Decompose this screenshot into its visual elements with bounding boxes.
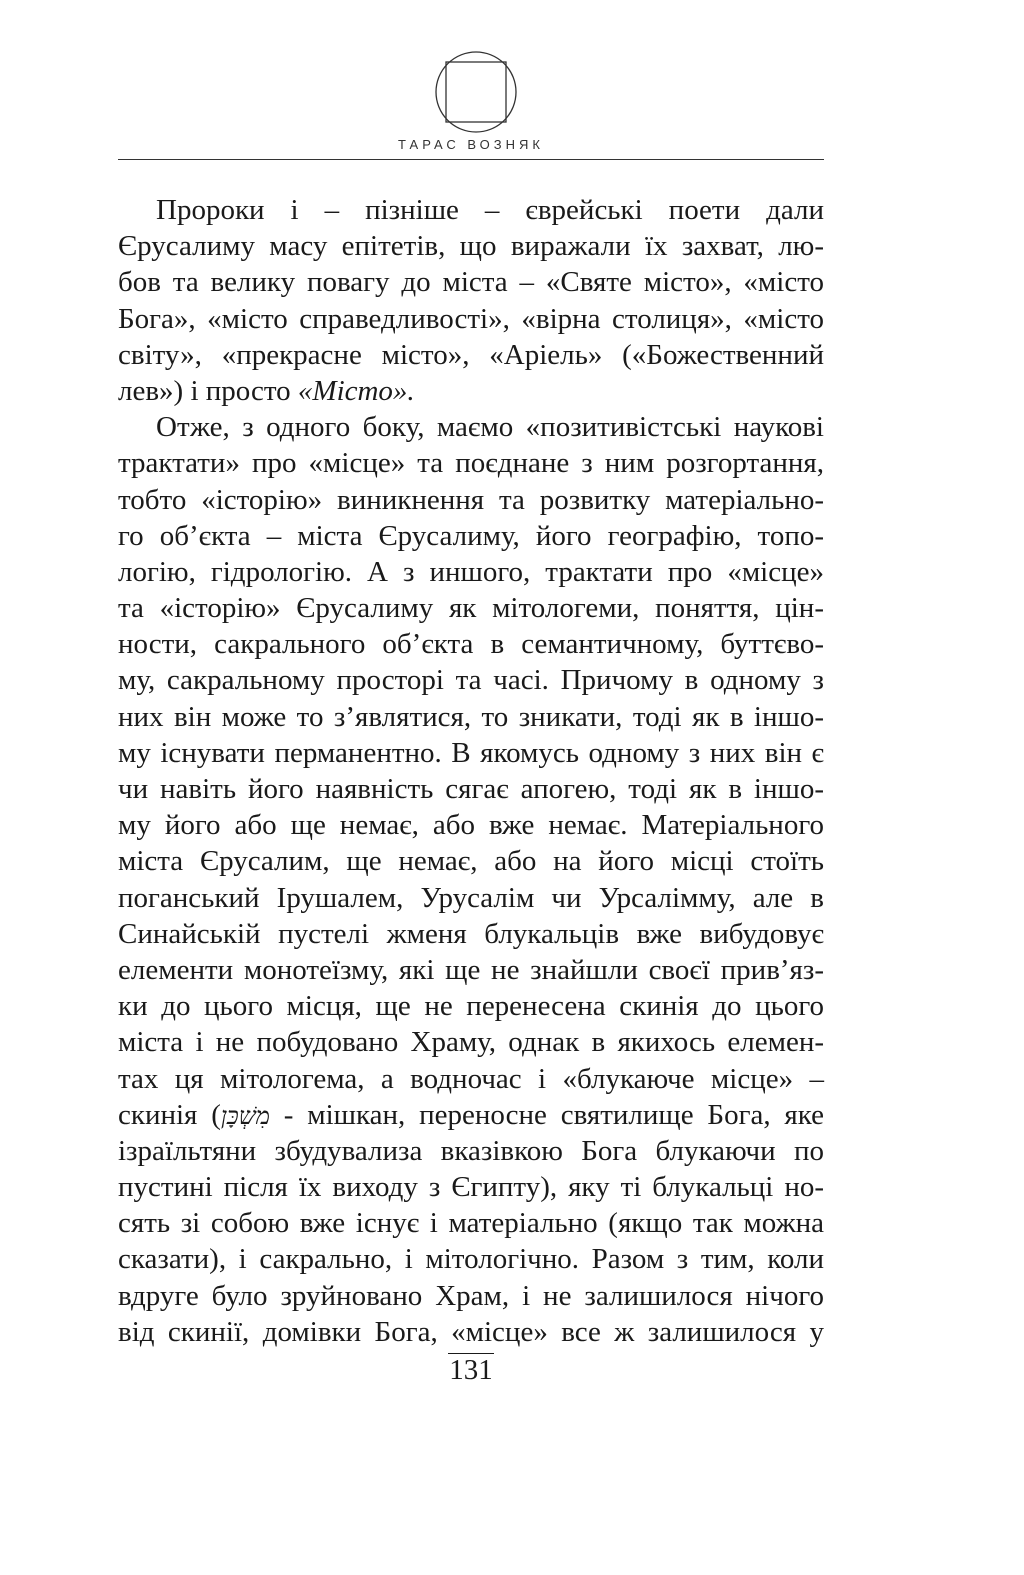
text-line: світу», «прекрасне місто», «Аріель» («Божественний [118,338,824,371]
text-line: трактати» про «місце» та поєднане з ним розгортання, [118,447,824,480]
text-line: бов та велику повагу до міста – «Святе місто», «місто [118,266,824,299]
text-line: міста Єрусалим, ще немає, або на його місці стоїть [118,845,824,878]
text-line: пустині після їх виходу з Єгипту), яку ті блукальці но- [118,1171,824,1204]
text-line: них він може то з’являтися, то зникати, тоді як в іншо- [118,700,824,733]
page-number: 131 [449,1354,493,1386]
text-line: го об’єкта – міста Єрусалиму, його географію, топо- [118,519,824,552]
text-line: сказати), і сакрально, і мітологічно. Разом з тим, коли [118,1243,824,1276]
text-line [118,373,824,409]
text-line: му його або ще немає, або вже немає. Матеріального [118,809,824,842]
circle-square-emblem-icon [432,48,520,136]
text-line: му, сакральному просторі та часі. Причому в одному з [118,664,824,697]
italic-emphasis: «Місто». [297,374,415,407]
header-rule [118,159,824,160]
text-line: ности, сакрального об’єкта в семантичному, буттєво- [118,628,824,661]
text-line: логію, гідрологію. А з иншого, трактати про «місце» [118,555,824,588]
text-line: тах ця мітологема, а водночас і «блукаюче місце» – [118,1062,824,1095]
text-line: Єрусалиму масу епітетів, що виражали їх захват, лю- [118,230,824,263]
text-line: поганський Ірушалем, Урусалім чи Урсалімму, але в [118,881,824,914]
text-line: ки до цього місця, ще не перенесена скинія до цього [118,990,824,1023]
text-fragment: - мішкан, переносне святилище Бога, яке [283,1098,824,1131]
text-fragment: скинія ( [118,1098,221,1131]
body-text [118,192,824,1350]
text-fragment: лев») і просто [118,374,291,407]
running-head-author: ТАРАС ВОЗНЯК [398,137,544,152]
text-line: тобто «історію» виникнення та розвитку матеріально- [118,483,824,516]
text-line: Пророки і – пізніше – єврейські поети дали [156,194,824,226]
text-line: Бога», «місто справедливості», «вірна столиця», «місто [118,302,824,335]
text-line [118,1097,824,1133]
text-line: ізраїльтяни збудувализа вказівкою Бога блукаючи по [118,1134,824,1167]
text-line: елементи монотеїзму, які ще не знайшли своєї прив’яз- [118,953,824,986]
text-line: міста і не побудовано Храму, однак в якихось елемен- [118,1026,824,1059]
text-line: вдруге було зруйновано Храм, і не залишилося нічого [118,1279,824,1312]
hebrew-word: מִשְׁכָּן [220,1101,270,1130]
text-line: Отже, з одного боку, маємо «позитивістські наукові [156,411,824,444]
text-line: та «історію» Єрусалиму як мітологеми, поняття, цін- [118,592,824,625]
text-line: від скинії, домівки Бога, «місце» все ж залишилося у [118,1315,824,1348]
text-line: сять зі собою вже існує і матеріально (якщо так можна [118,1207,824,1240]
text-line: Синайській пустелі жменя блукальців вже вибудовує [118,917,824,950]
text-line: чи навіть його наявність сягає апогею, тоді як в іншо- [118,773,824,805]
text-line: му існувати перманентно. В якомусь одному з них він є [118,736,824,769]
